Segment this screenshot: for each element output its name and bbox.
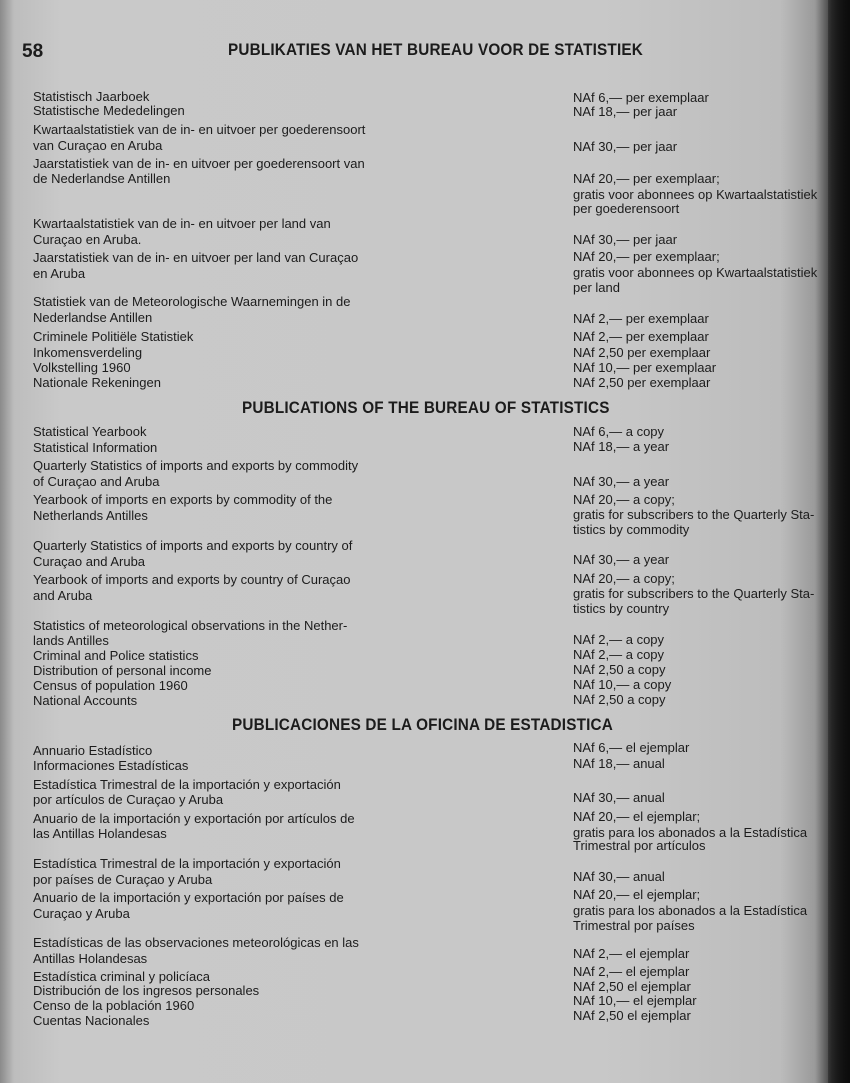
price-note: gratis for subscribers to the Quarterly Sta- xyxy=(573,586,815,601)
price: NAf 10,— per exemplaar xyxy=(573,360,717,375)
publication-title: Statistical Information xyxy=(33,440,158,455)
price: NAf 20,— a copy; xyxy=(573,571,675,586)
price-note: Trimestral por países xyxy=(573,918,695,933)
price: NAf 2,— el ejemplar xyxy=(573,964,690,979)
publication-title: Curaçao en Aruba. xyxy=(33,232,142,247)
publication-title: Curaçao and Aruba xyxy=(33,554,146,569)
price: NAf 20,— per exemplaar; xyxy=(573,249,720,264)
publication-title: Anuario de la importación y exportación por artículos de xyxy=(33,811,355,826)
page-number: 58 xyxy=(22,41,44,62)
price: NAf 2,— per exemplaar xyxy=(573,311,709,326)
publication-title: Criminal and Police statistics xyxy=(33,648,199,663)
price-note: gratis voor abonnees op Kwartaalstatistiek xyxy=(573,187,818,202)
publication-title: por artículos de Curaçao y Aruba xyxy=(33,792,224,807)
price: NAf 20,— el ejemplar; xyxy=(573,809,701,824)
price: NAf 30,— anual xyxy=(573,790,665,805)
price-note: gratis para los abonados a la Estadística xyxy=(573,903,808,918)
publication-title: of Curaçao and Aruba xyxy=(33,474,160,489)
price: NAf 2,— a copy xyxy=(573,632,665,647)
publication-title: Inkomensverdeling xyxy=(33,345,143,360)
price: NAf 20,— a copy; xyxy=(573,492,675,507)
price: NAf 30,— a year xyxy=(573,552,670,567)
price: NAf 2,50 per exemplaar xyxy=(573,375,711,390)
page-binding-shadow xyxy=(828,0,850,1083)
publication-title: National Accounts xyxy=(33,693,138,708)
price: NAf 18,— a year xyxy=(573,439,670,454)
publication-title: Statistisch Jaarboek xyxy=(33,89,150,104)
price: NAf 30,— anual xyxy=(573,869,665,884)
publication-title: Estadística Trimestral de la importación y exportación xyxy=(33,856,341,871)
publication-title: Censo de la población 1960 xyxy=(33,998,195,1013)
publication-title: Estadísticas de las observaciones meteorológicas en las xyxy=(33,935,359,950)
publication-title: por países de Curaçao y Aruba xyxy=(33,872,213,887)
price: NAf 30,— per jaar xyxy=(573,232,678,247)
price: NAf 6,— a copy xyxy=(573,424,665,439)
price: NAf 2,— per exemplaar xyxy=(573,329,709,344)
publication-title: Statistiek van de Meteorologische Waarnemingen in de xyxy=(33,294,351,309)
publication-title: Distribution of personal income xyxy=(33,663,212,678)
publication-title: Nederlandse Antillen xyxy=(33,310,153,325)
publication-title: Statistics of meteorological observations in the Nether- xyxy=(33,618,348,633)
price: NAf 10,— a copy xyxy=(573,677,672,692)
publication-title: Nationale Rekeningen xyxy=(33,375,161,390)
publication-title: Volkstelling 1960 xyxy=(33,360,131,375)
publication-title: Kwartaalstatistiek van de in- en uitvoer per goederensoort xyxy=(33,122,366,137)
section-title-english: PUBLICATIONS OF THE BUREAU OF STATISTICS xyxy=(242,398,610,417)
publication-title: Kwartaalstatistiek van de in- en uitvoer per land van xyxy=(33,216,331,231)
price: NAf 20,— el ejemplar; xyxy=(573,887,701,902)
publication-title: de Nederlandse Antillen xyxy=(33,171,171,186)
publication-title: las Antillas Holandesas xyxy=(33,826,167,841)
price-note: gratis para los abonados a la Estadística xyxy=(573,825,808,840)
publication-title: Jaarstatistiek van de in- en uitvoer per land van Curaçao xyxy=(33,250,359,265)
price: NAf 2,50 el ejemplar xyxy=(573,979,691,994)
price: NAf 6,— el ejemplar xyxy=(573,740,690,755)
price-note: per land xyxy=(573,280,620,295)
publication-title: Yearbook of imports en exports by commodity of the xyxy=(33,492,333,507)
price: NAf 18,— per jaar xyxy=(573,104,678,119)
price: NAf 30,— per jaar xyxy=(573,139,678,154)
publication-title: Quarterly Statistics of imports and exports by country of xyxy=(33,538,353,553)
price-note: gratis for subscribers to the Quarterly Sta- xyxy=(573,507,815,522)
publication-title: Estadística Trimestral de la importación y exportación xyxy=(33,777,341,792)
publication-title: Criminele Politiële Statistiek xyxy=(33,329,194,344)
price: NAf 2,— el ejemplar xyxy=(573,946,690,961)
price: NAf 20,— per exemplaar; xyxy=(573,171,720,186)
publication-title: van Curaçao en Aruba xyxy=(33,138,163,153)
price: NAf 2,50 el ejemplar xyxy=(573,1008,691,1023)
publication-title: Census of population 1960 xyxy=(33,678,188,693)
price: NAf 30,— a year xyxy=(573,474,670,489)
price: NAf 2,— a copy xyxy=(573,647,665,662)
publication-title: Statistische Mededelingen xyxy=(33,103,185,118)
publication-title: Annuario Estadístico xyxy=(33,743,153,758)
price: NAf 2,50 per exemplaar xyxy=(573,345,711,360)
publication-title: Statistical Yearbook xyxy=(33,424,147,439)
publication-title: lands Antilles xyxy=(33,633,109,648)
publication-title: Antillas Holandesas xyxy=(33,951,148,966)
section-title-dutch: PUBLIKATIES VAN HET BUREAU VOOR DE STATISTIEK xyxy=(228,40,643,59)
publication-title: Netherlands Antilles xyxy=(33,508,148,523)
publication-title: Jaarstatistiek van de in- en uitvoer per goederensoort van xyxy=(33,156,365,171)
publication-title: Curaçao y Aruba xyxy=(33,906,130,921)
price-note: gratis voor abonnees op Kwartaalstatistiek xyxy=(573,265,818,280)
publication-title: Estadística criminal y policíaca xyxy=(33,969,211,984)
publication-title: Anuario de la importación y exportación por países de xyxy=(33,890,344,905)
publication-title: Distribución de los ingresos personales xyxy=(33,983,260,998)
publication-title: Cuentas Nacionales xyxy=(33,1013,150,1028)
publication-title: and Aruba xyxy=(33,588,93,603)
price: NAf 18,— anual xyxy=(573,756,665,771)
section-title-spanish: PUBLICACIONES DE LA OFICINA DE ESTADISTICA xyxy=(232,715,614,734)
price: NAf 2,50 a copy xyxy=(573,692,666,707)
price-note: per goederensoort xyxy=(573,201,680,216)
price-note: tistics by commodity xyxy=(573,522,690,537)
publication-title: Informaciones Estadísticas xyxy=(33,758,189,773)
price: NAf 2,50 a copy xyxy=(573,662,666,677)
publication-title: Yearbook of imports and exports by country of Curaçao xyxy=(33,572,351,587)
publication-title: Quarterly Statistics of imports and exports by commodity xyxy=(33,458,359,473)
price-note: tistics by country xyxy=(573,601,670,616)
price-note: Trimestral por artículos xyxy=(573,838,706,853)
price: NAf 6,— per exemplaar xyxy=(573,90,709,105)
publication-title: en Aruba xyxy=(33,266,86,281)
price: NAf 10,— el ejemplar xyxy=(573,993,697,1008)
